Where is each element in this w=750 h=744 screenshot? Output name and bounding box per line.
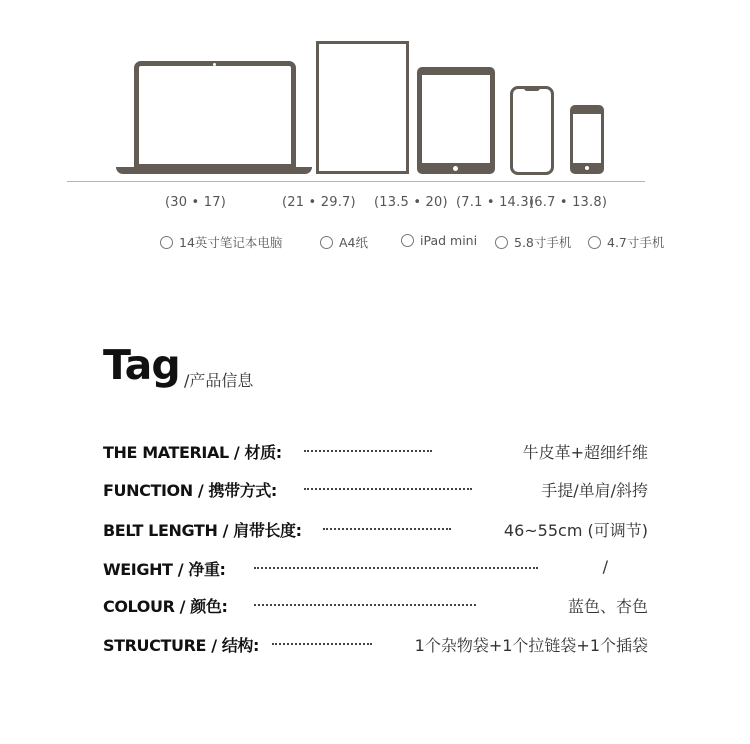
spec-value: 46~55cm (可调节) — [503, 521, 648, 540]
tag-subtitle: /产品信息 — [184, 371, 254, 390]
dimension-label: (7.1 • 14.3) — [456, 195, 535, 210]
spec-row-belt-length — [103, 518, 648, 542]
spec-row-material — [103, 440, 648, 464]
spec-value: 1个杂物袋+1个拉链袋+1个插袋 — [414, 636, 648, 655]
spec-label: WEIGHT / 净重: — [103, 560, 226, 579]
spec-row-function — [103, 478, 648, 502]
spec-label: BELT LENGTH / 肩带长度: — [103, 521, 302, 540]
spec-label: COLOUR / 颜色: — [103, 597, 228, 616]
dimension-label: (13.5 • 20) — [374, 195, 448, 210]
dotted-leader — [254, 604, 476, 606]
spec-row-structure — [103, 633, 648, 657]
option-label: 14英寸笔记本电脑 — [179, 235, 283, 250]
spec-value: / — [602, 557, 608, 576]
spec-label: STRUCTURE / 结构: — [103, 636, 260, 655]
option-phone-58 — [495, 233, 571, 251]
dimension-label: (6.7 • 13.8) — [529, 195, 608, 210]
spec-value: 手提/单肩/斜挎 — [541, 481, 648, 500]
tag-title: Tag — [103, 341, 180, 389]
dotted-leader — [254, 567, 538, 569]
option-a4 — [320, 233, 368, 251]
dotted-leader — [323, 528, 451, 530]
spec-label: THE MATERIAL / 材质: — [103, 443, 282, 462]
dotted-leader — [272, 643, 372, 645]
option-ipad-mini — [401, 233, 477, 248]
radio-circle-icon — [160, 236, 173, 249]
option-laptop — [160, 233, 282, 251]
option-label: 5.8寸手机 — [514, 235, 572, 250]
option-label: iPad mini — [420, 233, 478, 248]
dimension-label: (30 • 17) — [165, 195, 226, 210]
radio-circle-icon — [320, 236, 333, 249]
spec-label: FUNCTION / 携带方式: — [103, 481, 277, 500]
radio-circle-icon — [495, 236, 508, 249]
radio-circle-icon — [588, 236, 601, 249]
ground-line — [67, 181, 645, 182]
option-label: A4纸 — [339, 235, 369, 250]
dotted-leader — [304, 488, 472, 490]
radio-circle-icon — [401, 234, 414, 247]
a4-paper-icon — [316, 41, 409, 174]
dotted-leader — [304, 450, 432, 452]
dimension-label: (21 • 29.7) — [282, 195, 356, 210]
spec-row-colour — [103, 594, 648, 618]
spec-row-weight — [103, 557, 648, 581]
option-label: 4.7寸手机 — [607, 235, 665, 250]
spec-value: 牛皮革+超细纤维 — [522, 443, 648, 462]
spec-value: 蓝色、杏色 — [567, 597, 648, 616]
option-phone-47 — [588, 233, 664, 251]
